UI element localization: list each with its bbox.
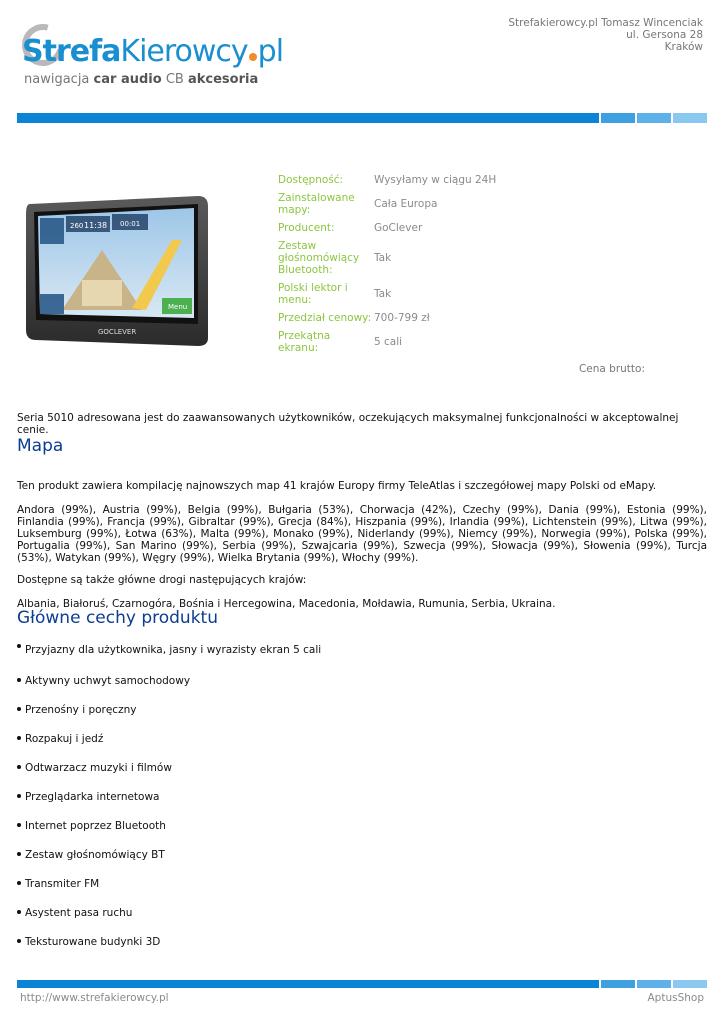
address-line-3: Kraków: [664, 41, 703, 53]
feature-text: Internet poprzez Bluetooth: [25, 820, 166, 832]
spec-row: [276, 171, 498, 189]
logo-brand-part2: Kierowcy: [120, 34, 248, 69]
footer-url-link[interactable]: http://www.strefakierowcy.pl: [20, 992, 169, 1004]
list-item: [17, 820, 166, 832]
spec-row: [276, 189, 498, 219]
bullet-icon: [17, 852, 21, 856]
tagline-2: car audio: [93, 72, 162, 87]
list-item: [17, 791, 160, 803]
bullet-icon: [17, 678, 21, 682]
bar-seg-1: [601, 980, 635, 988]
spec-value: 700-799 zł: [374, 312, 430, 324]
bullet-icon: [17, 823, 21, 827]
device-time: 11:38: [84, 221, 108, 230]
bullet-icon: [17, 707, 21, 711]
header-divider-bar: [17, 113, 707, 123]
spec-value: Cała Europa: [374, 198, 438, 210]
bullet-icon: [17, 765, 21, 769]
feature-text: Przenośny i poręczny: [25, 704, 137, 716]
feature-text: Asystent pasa ruchu: [25, 907, 133, 919]
device-distance: 260: [70, 222, 84, 230]
list-item: [17, 849, 165, 861]
product-image: [22, 190, 212, 350]
feature-text: Aktywny uchwyt samochodowy: [25, 675, 191, 687]
map-paragraph-1: Ten produkt zawiera kompilację najnowszych map 41 krajów Europy firmy TeleAtlas i szczegółowej mapy Polski od eMapy.: [17, 480, 657, 492]
bar-main: [17, 980, 599, 988]
map-country-list: Andora (99%), Austria (99%), Belgia (99%), Bułgaria (53%), Chorwacja (42%), Czechy (99%), Dania (99%), Estonia (99%), Finlandia (99%), Francja (99%), Gibraltar (99%), Grecja (84%), Hiszpania (99%), Irlandia (99%), Lichtenstein (99%), Litwa (99%), Luksemburg (99%), Łotwa (63%), Malta (99%), Monako (99%), Niderlandy (99%), Niemcy (99%), Norwegia (99%), Polska (99%), Portugalia (99%), San Marino (99%), Serbia (99%), Szwajcaria (99%), Szwecja (99%), Słowacja (99%), Słowenia (99%), Turcja (53%), Watykan (99%), Węgry (99%), Wielka Brytania (99%), Włochy (99%).: [17, 504, 707, 564]
logo-brand-part3: pl: [257, 34, 284, 69]
device-menu: Menu: [168, 303, 188, 311]
bullet-icon: [17, 794, 21, 798]
spec-value: Wysyłamy w ciągu 24H: [374, 174, 497, 186]
bullet-icon: [17, 736, 21, 740]
bullet-icon: [17, 939, 21, 943]
spec-label: Dostępność:: [278, 174, 344, 186]
bar-seg-1: [601, 113, 635, 123]
bullet-icon: [17, 910, 21, 914]
logo-dot-icon: [249, 53, 257, 61]
list-item: [17, 704, 136, 716]
logo-brand-text: [22, 34, 283, 69]
bar-seg-3: [673, 980, 707, 988]
bullet-icon: [17, 644, 21, 648]
logo-tagline: [24, 72, 258, 87]
spec-value: GoClever: [374, 222, 423, 234]
spec-row: [276, 237, 498, 279]
feature-text: Odtwarzacz muzyki i filmów: [25, 762, 172, 774]
main-roads-country-list: Albania, Białoruś, Czarnogóra, Bośnia i Hercegowina, Macedonia, Mołdawia, Rumunia, Serbia, Ukraina.: [17, 598, 556, 610]
spec-row: [276, 279, 498, 309]
spec-label: Przekątna ekranu:: [278, 330, 331, 354]
spec-row: [276, 309, 498, 327]
tagline-3: CB: [165, 72, 184, 87]
list-item: [17, 644, 321, 656]
list-item: [17, 936, 160, 948]
gps-device-icon: [22, 190, 212, 350]
price-label: Cena brutto:: [578, 363, 645, 375]
feature-text: Zestaw głośnomówiący BT: [25, 849, 165, 861]
spec-label: Przedział cenowy:: [278, 312, 372, 324]
store-address: [508, 17, 703, 53]
feature-text: Teksturowane budynki 3D: [25, 936, 161, 948]
list-item: [17, 675, 190, 687]
tagline-4: akcesoria: [187, 72, 259, 87]
device-eta: 00:01: [120, 220, 141, 228]
logo-brand-part1: Strefa: [22, 34, 121, 69]
bullet-icon: [17, 881, 21, 885]
list-item: [17, 878, 99, 890]
product-specs-table: [276, 171, 498, 357]
store-logo[interactable]: [18, 22, 284, 94]
footer-divider-bar: [17, 980, 707, 988]
bar-seg-3: [673, 113, 707, 123]
address-line-2: ul. Gersona 28: [626, 29, 703, 41]
feature-text: Rozpakuj i jedź: [25, 733, 104, 745]
list-item: [17, 907, 132, 919]
features-section-title: Główne cechy produktu: [17, 608, 218, 628]
footer-shop-name: AptusShop: [647, 992, 704, 1004]
spec-value: Tak: [374, 252, 392, 264]
spec-label: Zestaw głośnomówiący Bluetooth:: [278, 240, 360, 276]
feature-text: Przeglądarka internetowa: [25, 791, 160, 803]
spec-label: Zainstalowane mapy:: [278, 192, 355, 216]
spec-label: Polski lektor i menu:: [278, 282, 348, 306]
bar-seg-2: [637, 113, 671, 123]
tagline-1: nawigacja: [24, 72, 90, 87]
spec-row: [276, 327, 498, 357]
spec-value: 5 cali: [374, 336, 403, 348]
device-brand: GOCLEVER: [98, 328, 137, 336]
product-description: Seria 5010 adresowana jest do zaawansowanych użytkowników, oczekujących maksymalnej funkcjonalności w akceptowalnej cenie.: [17, 412, 679, 436]
feature-text: Transmiter FM: [25, 878, 100, 890]
map-paragraph-3: Dostępne są także główne drogi następujących krajów:: [17, 574, 307, 586]
spec-row: [276, 219, 498, 237]
map-section-title: Mapa: [17, 436, 64, 456]
bar-main: [17, 113, 599, 123]
list-item: [17, 733, 103, 745]
bar-seg-2: [637, 980, 671, 988]
address-line-1: Strefakierowcy.pl Tomasz Wincenciak: [508, 17, 703, 29]
spec-value: Tak: [374, 288, 392, 300]
feature-text: Przyjazny dla użytkownika, jasny i wyrazisty ekran 5 cali: [25, 644, 322, 656]
list-item: [17, 762, 172, 774]
spec-label: Producent:: [278, 222, 335, 234]
